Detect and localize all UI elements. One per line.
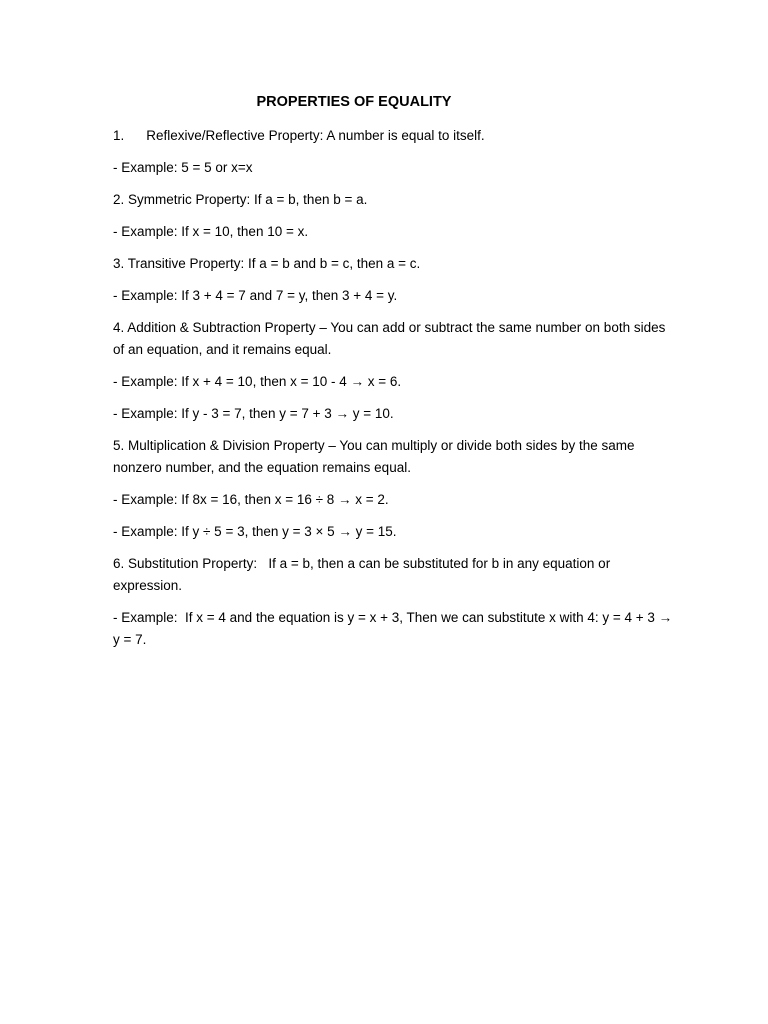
property-transitive: 3. Transitive Property: If a = b and b = c, then a = c. <box>113 256 421 271</box>
property-addition-subtraction: 4. Addition & Subtraction Property – You can add or subtract the same number on both sides of an equation, and it remains equal. <box>113 320 670 357</box>
example-reflexive: - Example: 5 = 5 or x=x <box>113 160 253 175</box>
example-multiplication: - Example: If y ÷ 5 = 3, then y = 3 × 5 → y = 15. <box>113 524 397 539</box>
property-multiplication-division: 5. Multiplication & Division Property – You can multiply or divide both sides by the same nonzero number, and the equation remains equal. <box>113 438 639 475</box>
list-number: 1. <box>113 128 125 143</box>
example-transitive: - Example: If 3 + 4 = 7 and 7 = y, then 3 + 4 = y. <box>113 288 398 303</box>
example-division: - Example: If 8x = 16, then x = 16 ÷ 8 → x = 2. <box>113 492 389 507</box>
example-addition: - Example: If x + 4 = 10, then x = 10 - 4 → x = 6. <box>113 374 402 389</box>
example-symmetric: - Example: If x = 10, then 10 = x. <box>113 224 309 239</box>
property-symmetric: 2. Symmetric Property: If a = b, then b = a. <box>113 192 368 207</box>
property-substitution: 6. Substitution Property: If a = b, then a can be substituted for b in any equation or expression. <box>113 556 614 593</box>
example-substitution: - Example: If x = 4 and the equation is y = x + 3, Then we can substitute x with 4: y = 4 + 3 → y = 7. <box>113 610 676 647</box>
example-subtraction: - Example: If y - 3 = 7, then y = 7 + 3 → y = 10. <box>113 406 394 421</box>
document-body <box>113 125 678 661</box>
property-text: Reflexive/Reflective Property: A number is equal to itself. <box>146 128 485 143</box>
property-reflexive <box>113 125 678 147</box>
document-title: PROPERTIES OF EQUALITY <box>256 94 452 110</box>
